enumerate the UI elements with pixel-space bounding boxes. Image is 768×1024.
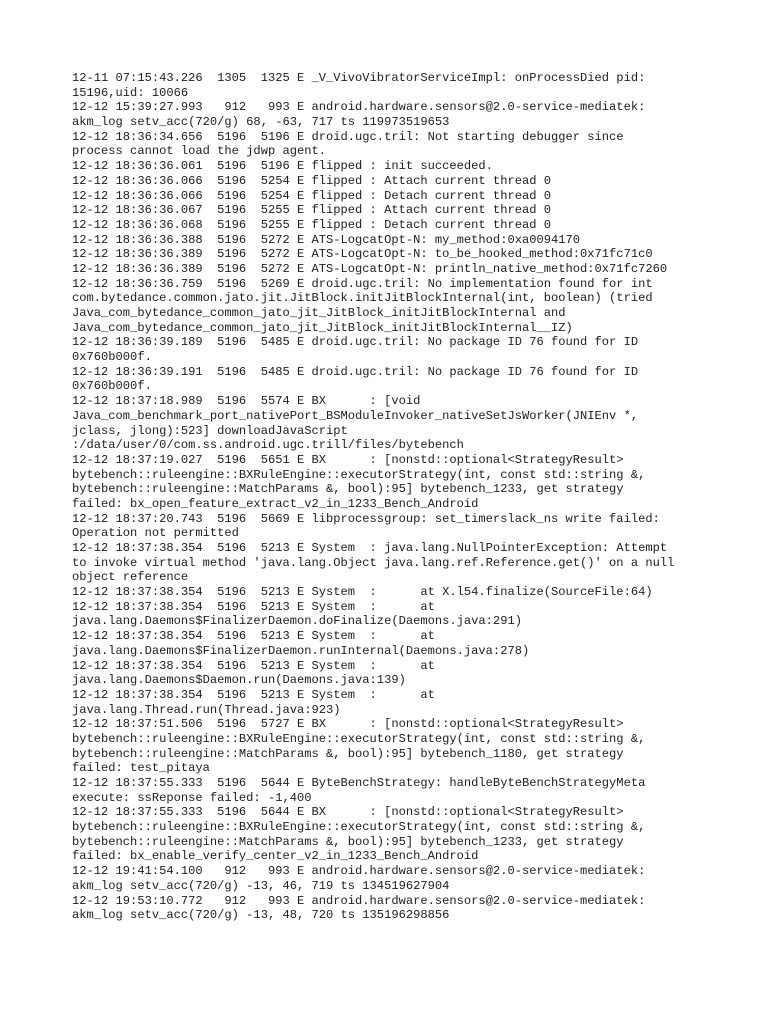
log-line: 12-12 18:36:39.189 5196 5485 E droid.ugc.tril: No package ID 76 found for ID xyxy=(72,335,639,350)
log-line: to invoke virtual method 'java.lang.Object java.lang.ref.Reference.get()' on a null xyxy=(72,555,675,570)
log-line: 12-12 18:37:19.027 5196 5651 E BX : [nonstd::optional<StrategyResult> xyxy=(72,452,624,467)
log-line: 12-12 18:37:51.506 5196 5727 E BX : [nonstd::optional<StrategyResult> xyxy=(72,717,624,732)
log-line: 12-11 07:15:43.226 1305 1325 E _V_VivoVibratorServiceImpl: onProcessDied pid: xyxy=(72,71,646,85)
log-line: process cannot load the jdwp agent. xyxy=(72,144,327,159)
log-line: failed: bx_open_feature_extract_v2_in_1233_Bench_Android xyxy=(72,496,479,511)
log-line: 12-12 18:37:55.333 5196 5644 E BX : [nonstd::optional<StrategyResult> xyxy=(72,805,624,820)
log-line: 12-12 18:36:36.061 5196 5196 E flipped : init succeeded. xyxy=(72,159,493,174)
log-line: akm_log setv_acc(720/g) -13, 48, 720 ts 135196298856 xyxy=(72,908,450,923)
log-line: failed: bx_enable_verify_center_v2_in_1233_Bench_Android xyxy=(72,849,479,864)
log-line: bytebench::ruleengine::MatchParams &, bool):95] bytebench_1233, get strategy xyxy=(72,834,624,849)
log-line: Java_com_benchmark_port_nativePort_BSModuleInvoker_nativeSetJsWorker(JNIEnv *, xyxy=(72,408,639,423)
log-line: bytebench::ruleengine::BXRuleEngine::executorStrategy(int, const std::string &, xyxy=(72,467,646,482)
log-line: 12-12 18:36:36.389 5196 5272 E ATS-LogcatOpt-N: println_native_method:0x71fc7260 xyxy=(72,261,668,276)
log-line: 12-12 18:36:36.066 5196 5254 E flipped : Detach current thread 0 xyxy=(72,188,551,203)
log-line: 0x760b000f. xyxy=(72,350,152,365)
log-line: akm_log setv_acc(720/g) 68, -63, 717 ts 119973519653 xyxy=(72,115,450,130)
log-line: bytebench::ruleengine::MatchParams &, bool):95] bytebench_1233, get strategy xyxy=(72,482,624,497)
log-line: 12-12 18:37:38.354 5196 5213 E System : java.lang.NullPointerException: Attempt xyxy=(72,541,668,555)
log-line: akm_log setv_acc(720/g) -13, 46, 719 ts 134519627904 xyxy=(72,878,450,893)
log-line: bytebench::ruleengine::BXRuleEngine::executorStrategy(int, const std::string &, xyxy=(72,820,646,835)
log-line: 12-12 15:39:27.993 912 993 E android.hardware.sensors@2.0-service-mediatek: xyxy=(72,100,646,115)
log-line: 12-12 18:36:36.066 5196 5254 E flipped : Attach current thread 0 xyxy=(72,173,551,188)
log-line: 12-12 19:41:54.100 912 993 E android.hardware.sensors@2.0-service-mediatek: xyxy=(72,864,646,879)
log-text-block xyxy=(72,71,702,923)
log-line: com.bytedance.common.jato.jit.JitBlock.initJitBlockInternal(int, boolean) (tried xyxy=(72,291,653,306)
log-line: failed: test_pitaya xyxy=(72,761,210,776)
log-line: 12-12 18:37:18.989 5196 5574 E BX : [void xyxy=(72,394,421,409)
log-line: 12-12 18:37:38.354 5196 5213 E System : at xyxy=(72,658,435,673)
log-line: 12-12 18:36:34.656 5196 5196 E droid.ugc.tril: Not starting debugger since xyxy=(72,129,624,144)
log-line: object reference xyxy=(72,570,189,585)
log-line: 12-12 18:36:36.067 5196 5255 E flipped : Attach current thread 0 xyxy=(72,203,551,218)
log-line: 12-12 18:36:36.759 5196 5269 E droid.ugc.tril: No implementation found for int xyxy=(72,276,653,291)
log-line: Operation not permitted xyxy=(72,526,239,541)
log-line: 12-12 18:36:36.068 5196 5255 E flipped : Detach current thread 0 xyxy=(72,217,551,232)
log-line: java.lang.Daemons$Daemon.run(Daemons.java:139) xyxy=(72,673,406,688)
log-line: java.lang.Daemons$FinalizerDaemon.doFinalize(Daemons.java:291) xyxy=(72,614,522,629)
log-line: bytebench::ruleengine::BXRuleEngine::executorStrategy(int, const std::string &, xyxy=(72,731,646,746)
log-line: Java_com_bytedance_common_jato_jit_JitBlock_initJitBlockInternal and xyxy=(72,306,566,320)
log-line: 12-12 19:53:10.772 912 993 E android.hardware.sensors@2.0-service-mediatek: xyxy=(72,893,646,908)
log-line: jclass, jlong):523] downloadJavaScript xyxy=(72,423,348,438)
log-line: bytebench::ruleengine::MatchParams &, bool):95] bytebench_1180, get strategy xyxy=(72,746,624,761)
log-line: java.lang.Daemons$FinalizerDaemon.runInternal(Daemons.java:278) xyxy=(72,643,530,658)
log-line: 12-12 18:37:38.354 5196 5213 E System : at xyxy=(72,629,435,644)
log-line: :/data/user/0/com.ss.android.ugc.trill/files/bytebench xyxy=(72,438,464,453)
log-line: 15196,uid: 10066 xyxy=(72,85,189,100)
log-line: Java_com_bytedance_common_jato_jit_JitBlock_initJitBlockInternal__IZ) xyxy=(72,320,573,335)
log-line: 12-12 18:37:55.333 5196 5644 E ByteBenchStrategy: handleByteBenchStrategyMeta xyxy=(72,776,646,790)
log-line: 12-12 18:36:36.389 5196 5272 E ATS-LogcatOpt-N: to_be_hooked_method:0x71fc71c0 xyxy=(72,247,653,262)
log-line: 12-12 18:36:36.388 5196 5272 E ATS-LogcatOpt-N: my_method:0xa0094170 xyxy=(72,232,581,247)
log-line: execute: ssReponse failed: -1,400 xyxy=(72,790,312,805)
log-line: 12-12 18:37:38.354 5196 5213 E System : at xyxy=(72,599,435,614)
log-line: 0x760b000f. xyxy=(72,379,152,394)
log-line: java.lang.Thread.run(Thread.java:923) xyxy=(72,702,341,717)
log-line: 12-12 18:36:39.191 5196 5485 E droid.ugc.tril: No package ID 76 found for ID xyxy=(72,364,639,379)
log-line: 12-12 18:37:38.354 5196 5213 E System : at xyxy=(72,687,435,702)
log-line: 12-12 18:37:38.354 5196 5213 E System : at X.l54.finalize(SourceFile:64) xyxy=(72,585,653,600)
log-line: 12-12 18:37:20.743 5196 5669 E libprocessgroup: set_timerslack_ns write failed: xyxy=(72,511,660,526)
